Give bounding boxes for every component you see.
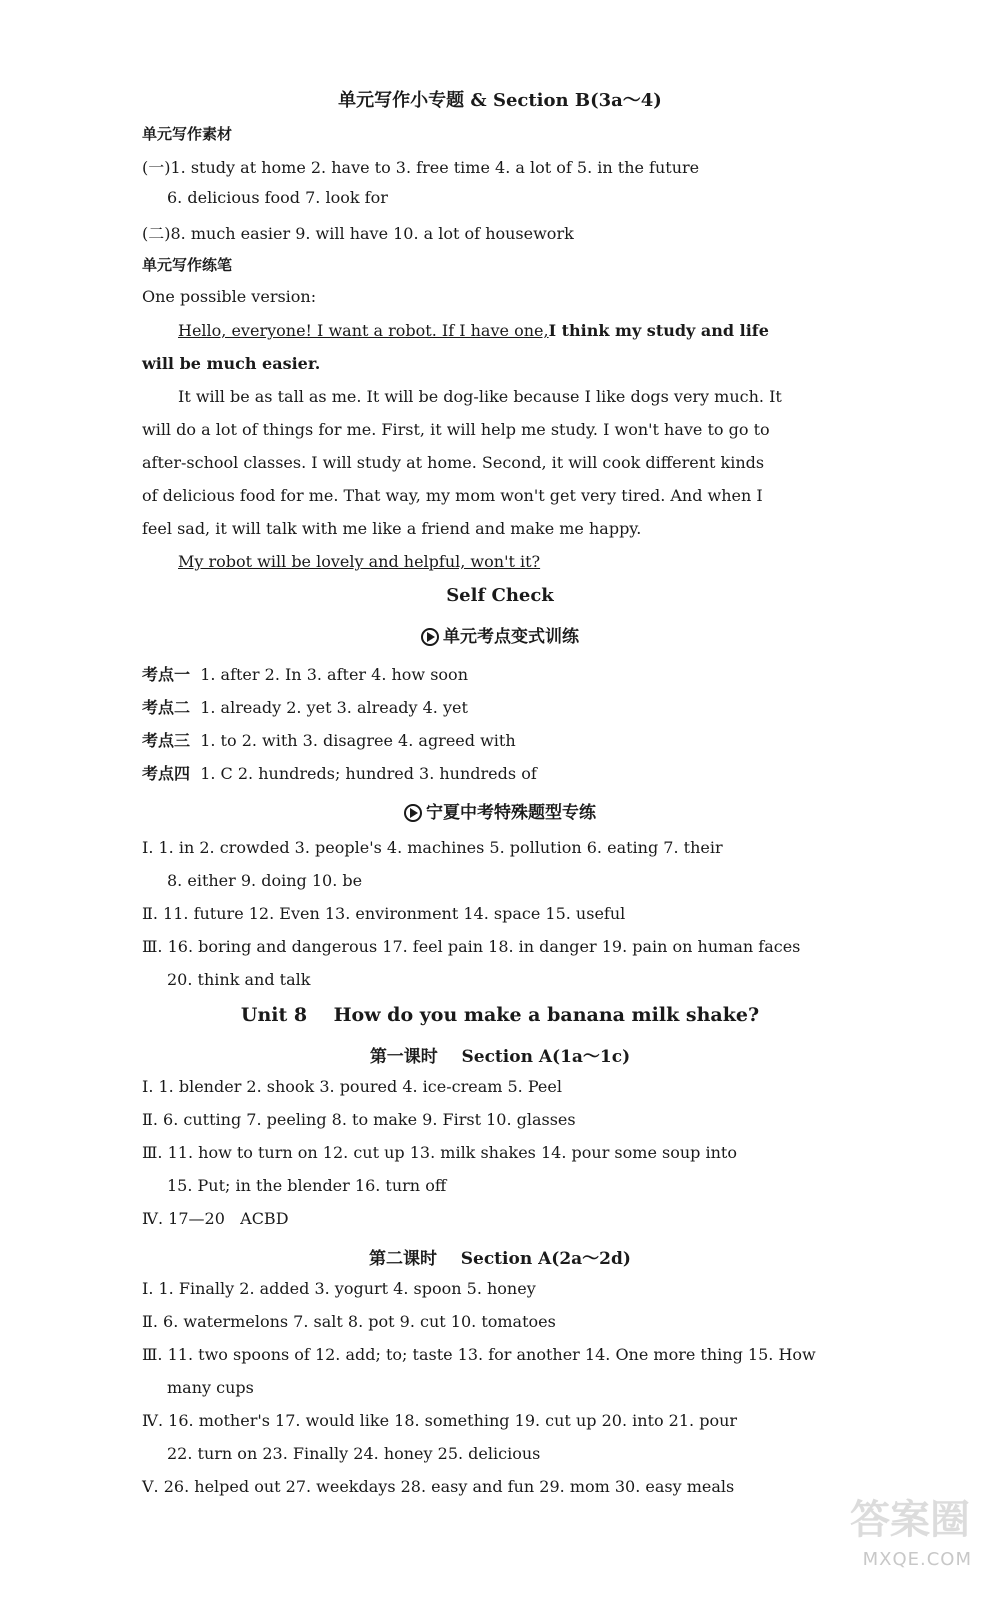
play-arrow-icon [421,628,439,646]
essay-paragraph-2: It will be as tall as me. It will be dog-like because I like dogs very much. It will do a lot of things for me. First, it will help me study. I won't have to go to after-school classes. I will study at home. Second, it will cook different kinds of delicious food for me. That way, my mom won't get very tired. And when I feel sad, it will talk with me like a friend and make me happy. [142,387,782,538]
lesson-2-title: 第二课时 Section A(2a～2d) [369,1249,631,1269]
material-line-2: 6. delicious food 7. look for [167,188,388,207]
closing-sentence: My robot will be lovely and helpful, won't it? [178,552,541,571]
essay-paragraph-3 [142,545,782,578]
lesson-1-part-1: Ⅰ. 1. blender 2. shook 3. poured 4. ice-cream 5. Peel [142,1077,562,1096]
kaodian-3 [142,728,516,751]
kaodian-4-answers: 1. C 2. hundreds; hundred 3. hundreds of [200,764,537,783]
watermark-logo: 答案圈 [850,1497,970,1543]
kaodian-2-answers: 1. already 2. yet 3. already 4. yet [200,698,468,717]
lesson-2-part-4-cont: 22. turn on 23. Finally 24. honey 25. delicious [167,1444,541,1463]
play-arrow-icon [404,804,422,822]
lesson-2-part-2: Ⅱ. 6. watermelons 7. salt 8. pot 9. cut 10. tomatoes [142,1312,556,1331]
kaodian-1-label: 考点一 [142,665,191,684]
ningxia-part-3-cont: 20. think and talk [167,970,311,989]
lesson-1-title: 第一课时 Section A(1a～1c) [369,1047,631,1067]
kaodian-3-label: 考点三 [142,731,191,750]
lesson-2-part-1: Ⅰ. 1. Finally 2. added 3. yogurt 4. spoon 5. honey [142,1279,536,1298]
lesson-2-part-3-cont: many cups [167,1378,254,1397]
writing-material-heading: 单元写作素材 [142,125,233,143]
ningxia-part-1: Ⅰ. 1. in 2. crowded 3. people's 4. machines 5. pollution 6. eating 7. their [142,838,723,857]
version-intro: One possible version: [142,287,317,306]
lesson-1-part-4: Ⅳ. 17—20 ACBD [142,1209,289,1228]
ningxia-part-2: Ⅱ. 11. future 12. Even 13. environment 14. space 15. useful [142,904,626,923]
section-heading-1 [0,622,1000,647]
section-heading-1-text: 单元考点变式训练 [443,627,579,647]
key-phrase: I think my study and life will be much easier. [142,321,769,373]
writing-practice-heading: 单元写作练笔 [142,256,233,274]
lesson-1-part-3-cont: 15. Put; in the blender 16. turn off [167,1176,447,1195]
lesson-2-part-4: Ⅳ. 16. mother's 17. would like 18. something 19. cut up 20. into 21. pour [142,1411,738,1430]
ningxia-part-3: Ⅲ. 16. boring and dangerous 17. feel pain 18. in danger 19. pain on human faces [142,937,801,956]
lesson-1-part-3: Ⅲ. 11. how to turn on 12. cut up 13. milk shakes 14. pour some soup into [142,1143,737,1162]
lesson-2-part-5: Ⅴ. 26. helped out 27. weekdays 28. easy and fun 29. mom 30. easy meals [142,1477,735,1496]
kaodian-2-label: 考点二 [142,698,191,717]
kaodian-4 [142,761,537,784]
kaodian-1-answers: 1. after 2. In 3. after 4. how soon [200,665,468,684]
kaodian-2 [142,695,468,718]
topic-sentence: Hello, everyone! I want a robot. If I have one, [178,321,549,340]
essay-paragraph-1 [142,314,782,380]
kaodian-1 [142,662,468,685]
section-title: 单元写作小专题 & Section B(3a～4) [338,90,662,111]
ningxia-part-1-cont: 8. either 9. doing 10. be [167,871,363,890]
unit-8-title: Unit 8 How do you make a banana milk shake? [240,1004,760,1026]
lesson-2-part-3: Ⅲ. 11. two spoons of 12. add; to; taste 13. for another 14. One more thing 15. How [142,1345,816,1364]
kaodian-4-label: 考点四 [142,764,191,783]
self-check-title: Self Check [446,585,554,606]
section-heading-2 [0,798,1000,823]
lesson-1-part-2: Ⅱ. 6. cutting 7. peeling 8. to make 9. First 10. glasses [142,1110,576,1129]
section-heading-2-text: 宁夏中考特殊题型专练 [426,803,596,823]
kaodian-3-answers: 1. to 2. with 3. disagree 4. agreed with [200,731,516,750]
material-line-3: (二)8. much easier 9. will have 10. a lot of housework [142,224,574,243]
watermark-text: MXQE.COM [862,1549,972,1570]
material-line-1: (一)1. study at home 2. have to 3. free time 4. a lot of 5. in the future [142,158,700,177]
